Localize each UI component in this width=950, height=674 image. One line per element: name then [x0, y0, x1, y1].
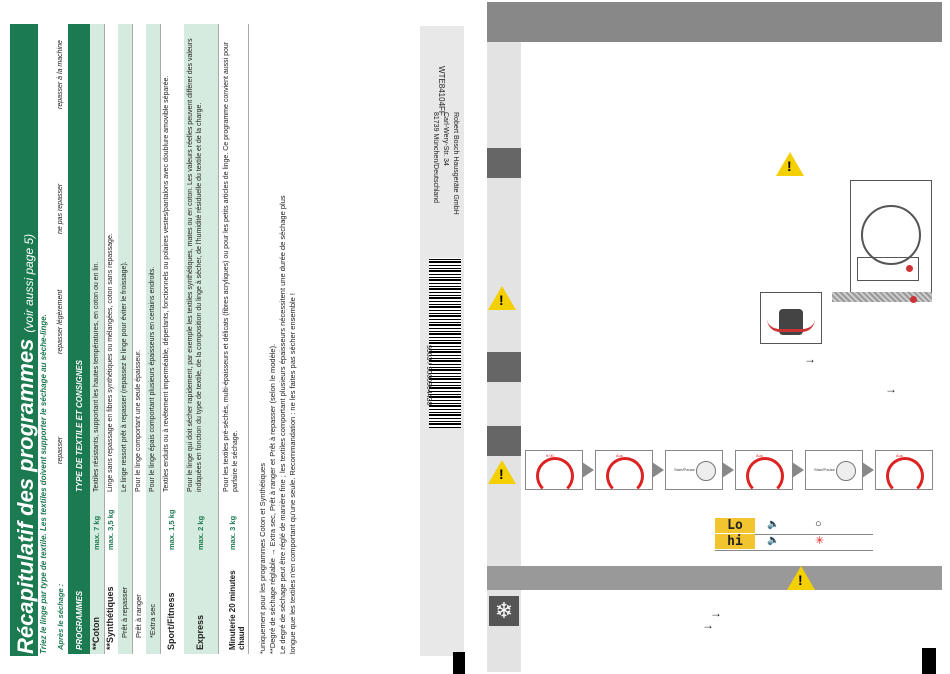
arrow-icon: →	[710, 606, 722, 620]
arrow-icon: →	[702, 618, 714, 632]
crop-mark	[922, 648, 936, 674]
step-knob-off: Aus	[595, 450, 653, 490]
signal-volume-table	[715, 518, 873, 550]
programme-table	[54, 24, 248, 654]
step-knob-off: Aus	[875, 450, 933, 490]
rotate-arrow-icon	[767, 319, 815, 332]
table-row: Minuterie 20 minutes chaud max. 3 kg Pour les textiles pré-séchés, multi-épaisseurs et délicats (fibres acryliques) ou pour les petits articles de linge. Ce programme convient aussi pour parfaire le séchage.	[218, 24, 249, 654]
speaker-icon: 🔈	[767, 535, 780, 546]
table-row: Sport/Fitness max. 1,5 kg Textiles enduits ou à revêtement imperméable, déperlants, fonctionnels ou polaires vestes/pantalons avec doublure amovible séparée.	[160, 24, 185, 654]
arrow-icon	[582, 462, 594, 478]
step-knob-off: 9:00	[525, 450, 583, 490]
header-band	[487, 2, 942, 42]
arrow-icon	[652, 462, 664, 478]
step-knob-off: Aus	[735, 450, 793, 490]
step-start-button: Start/Pause	[805, 450, 863, 490]
speaker-icon: 🔈	[767, 519, 780, 530]
floor-hatch	[832, 292, 932, 302]
page-title: Récapitulatif des programmes(voir aussi page 5)	[13, 233, 38, 654]
barcode-number: 9503 / 9000964430	[425, 345, 432, 406]
table-row: Lo 🔈 ○	[715, 518, 873, 535]
footnotes: *uniquement pour les programmes Coton et Synthétiques **Degré de séchage réglable → Extra sec, Prêt à ranger et Prêt à repasser (selon le modèle). Le degré de séchage peut être réglé de manière fine ; les textiles comportant plusieurs épaisseurs nécessitent une durée de séchage plus longue que les textiles n'en comportant qu'une seule. Recommandation : ne les faites pas sécher ensemble !	[258, 195, 297, 654]
warning-icon: !	[776, 152, 804, 176]
arrow-icon	[792, 462, 804, 478]
warning-icon: !	[787, 566, 815, 590]
section-tab	[487, 148, 521, 178]
arrow-icon: →	[804, 352, 816, 366]
snowflake-icon: ❄	[489, 596, 519, 626]
table-row: Prêt à repasser Le linge ressort prêt à repasser (repassez le linge pour éviter le froissage).	[118, 24, 133, 654]
table-row: Prêt à ranger Pour le linge comportant une seule épaisseur.	[132, 24, 147, 654]
crop-mark	[453, 652, 465, 674]
legend-machine-iron: repasser à la machine	[57, 40, 64, 109]
section-tab	[487, 426, 521, 456]
legend-iron-light: repasser légèrement	[57, 289, 64, 354]
intro-text: Triez le linge par type de textile. Les textiles doivent supporter le séchage au sèche-linge.	[39, 314, 48, 654]
table-row: Express max. 2 kg Pour le linge qui doit sécher rapidement, par exemple les textiles synthétiques, mates ou en coton. Les valeurs réelles peuvent différer des valeurs indiquées en fonction du type de textile, de la composition du linge à sécher, de l'humidité résiduelle du textile et de la charge.	[184, 24, 219, 654]
table-row: **Coton max. 7 kg Textiles résistants, supportant les hautes températures, en coton ou en lin.	[90, 24, 105, 654]
foot-adjust-detail	[760, 292, 822, 344]
table-header: PROGRAMMES TYPE DE TEXTILE ET CONSIGNES	[68, 24, 91, 654]
table-row: **Synthétiques max. 3,5 kg Linge sans repassage en fibres synthétiques ou mélangées, coton sans repassage.	[104, 24, 119, 654]
arrow-icon	[722, 462, 734, 478]
legend-no-iron: ne pas repasser	[57, 183, 64, 234]
warning-icon: !	[488, 460, 516, 484]
table-row: *Extra sec Pour le linge épais comportant plusieurs épaisseurs en certains endroits.	[146, 24, 161, 654]
marker-dot	[906, 265, 913, 272]
table-row: hi 🔈 ✳	[715, 534, 873, 551]
model-number: WTE84104FF	[437, 66, 446, 116]
dryer-illustration	[850, 180, 932, 294]
drum	[861, 205, 921, 265]
step-start-button: Start/Pause	[665, 450, 723, 490]
arrow-icon: →	[885, 382, 897, 396]
barcode	[429, 258, 461, 428]
warning-icon: !	[488, 286, 516, 310]
legend-row: Après le séchage : repasser repasser légèrement ne pas repasser repasser à la machine	[54, 24, 69, 654]
section-tab	[487, 352, 521, 382]
section-band	[487, 566, 942, 590]
marker-dot	[910, 296, 917, 303]
arrow-icon	[862, 462, 874, 478]
legend-iron: repasser	[57, 436, 64, 464]
manufacturer-address: Robert Bosch Hausgeräte GmbH Carl-Wery-Str. 34 81739 München/Deutschland	[432, 112, 459, 215]
